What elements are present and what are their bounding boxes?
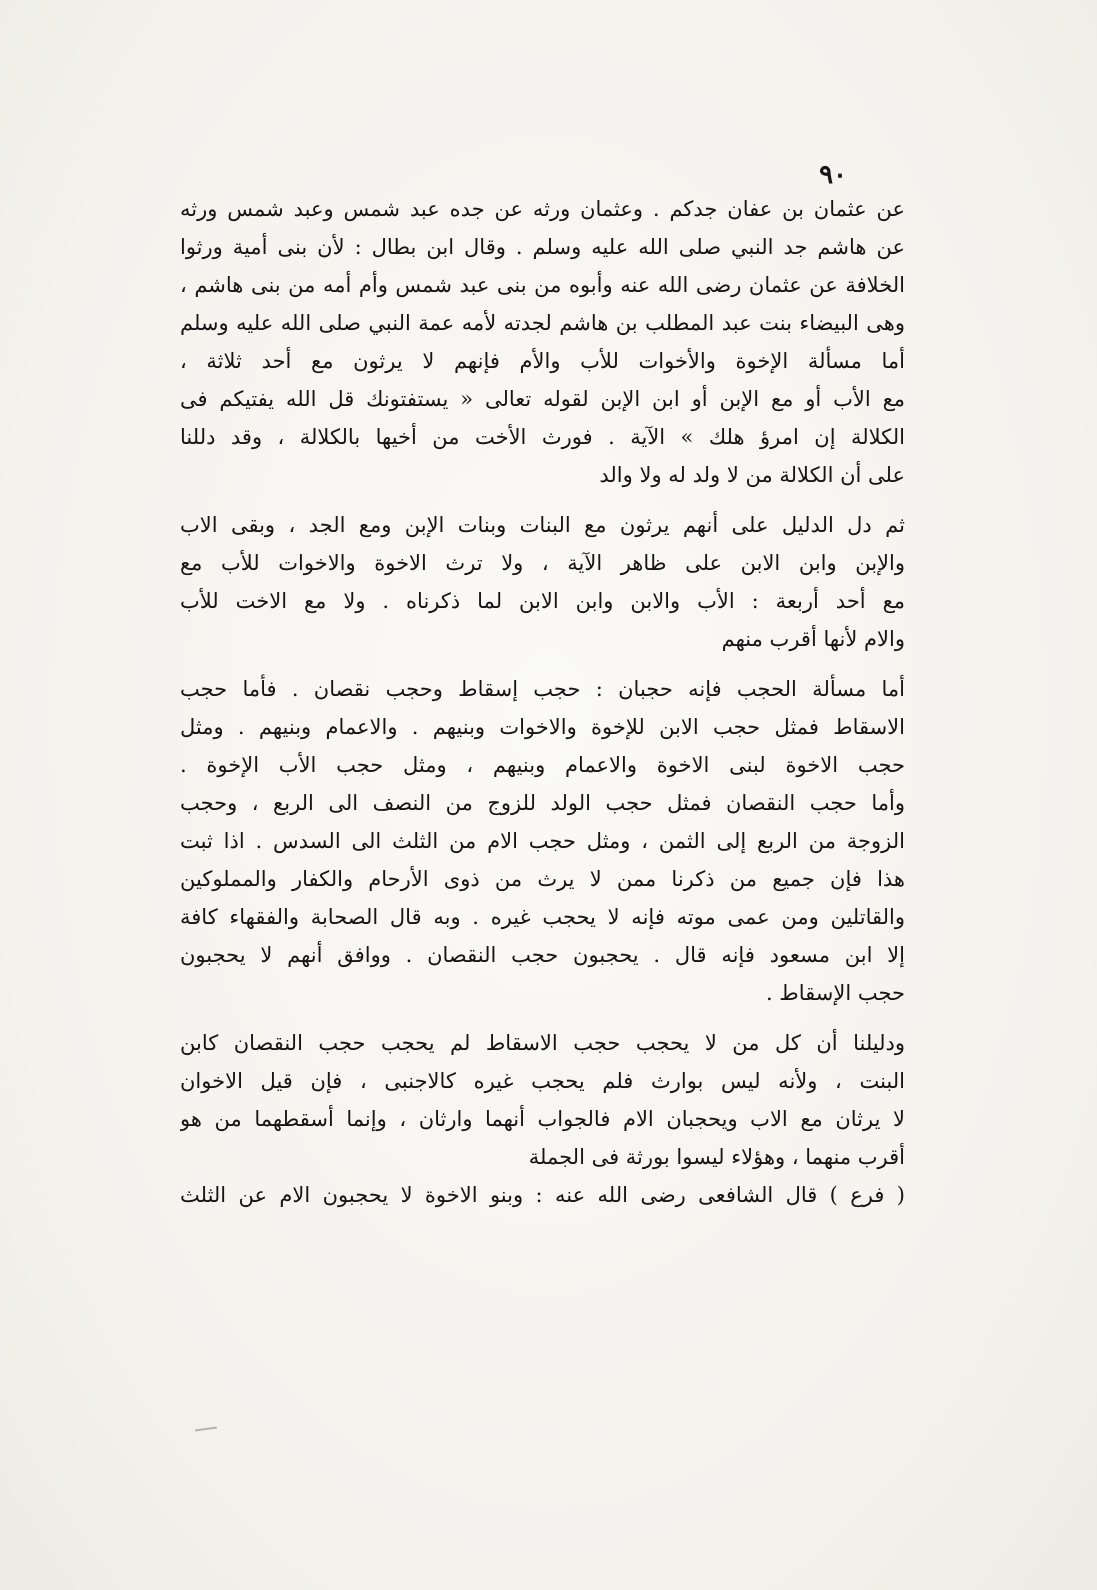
text-line: مع أحد أربعة : الأب والابن وابن الابن لما ذكرناه . ولا مع الاخت للأب — [180, 589, 905, 613]
text-line: حجب الإسقاط . — [765, 981, 905, 1005]
paragraph — [180, 190, 905, 342]
text-line: الاسقاط فمثل حجب الابن للإخوة والاخوات وبنيهم . والاعمام وبنيهم . ومثل — [180, 715, 905, 739]
paragraph — [180, 342, 905, 494]
text-line: ثم دل الدليل على أنهم يرثون مع البنات وبنات الإبن ومع الجد ، وبقى الاب — [180, 513, 905, 537]
text-line: على أن الكلالة من لا ولد له ولا والد — [599, 463, 905, 487]
text-line: أما مسألة الإخوة والأخوات للأب والأم فإنهم لا يرثون مع أحد ثلاثة ، — [180, 349, 905, 373]
paragraph — [180, 1176, 905, 1214]
text-line: ( فرع ) قال الشافعى رضى الله عنه : وبنو الاخوة لا يحجبون الام عن الثلث — [180, 1183, 905, 1207]
paragraph-gap — [180, 658, 905, 670]
text-line: لا يرثان مع الاب ويحجبان الام فالجواب أنهما وارثان ، وإنما أسقطهما من هو — [180, 1107, 905, 1131]
body-text — [180, 190, 905, 1214]
paragraph-gap — [180, 494, 905, 506]
text-line: الكلالة إن امرؤ هلك » الآية . فورث الأخت من أخيها بالكلالة ، وقد دللنا — [180, 425, 905, 449]
text-line: وهى البيضاء بنت عبد المطلب بن هاشم لجدته لأمه عمة النبي صلى الله عليه وسلم — [180, 311, 905, 335]
text-line: أما مسألة الحجب فإنه حجبان : حجب إسقاط وحجب نقصان . فأما حجب — [180, 677, 905, 701]
scan-mark — [195, 1426, 217, 1431]
text-line: والام لأنها أقرب منهم — [721, 627, 905, 651]
text-line: إلا ابن مسعود فإنه قال . يحجبون حجب النقصان . ووافق أنهم لا يحجبون — [180, 943, 905, 967]
text-line: عن عثمان بن عفان جدكم . وعثمان ورثه عن جده عبد شمس وعبد شمس ورثه — [180, 197, 905, 221]
text-line: حجب الاخوة لبنى الاخوة والاعمام وبنيهم ، ومثل حجب الأب الإخوة . — [180, 753, 905, 777]
text-line: ودليلنا أن كل من لا يحجب حجب الاسقاط لم يحجب حجب النقصان كابن — [180, 1031, 905, 1055]
text-line: البنت ، ولأنه ليس بوارث فلم يحجب غيره كالاجنبى ، فإن قيل الاخوان — [180, 1069, 905, 1093]
text-line: والإبن وابن الابن على ظاهر الآية ، ولا ترث الاخوة والاخوات للأب مع — [180, 551, 905, 575]
text-line: والقاتلين ومن عمى موته فإنه لا يحجب غيره . وبه قال الصحابة والفقهاء كافة — [180, 905, 905, 929]
paragraph — [180, 670, 905, 1012]
paragraph — [180, 1024, 905, 1176]
paragraph — [180, 506, 905, 658]
text-line: الخلافة عن عثمان رضى الله عنه وأبوه من بنى عبد شمس وأم أمه من بنى هاشم ، — [180, 273, 905, 297]
paragraph-gap — [180, 1012, 905, 1024]
text-line: هذا فإن جميع من ذكرنا ممن لا يرث من ذوى الأرحام والكفار والمملوكين — [180, 867, 905, 891]
text-line: مع الأب أو مع الإبن أو ابن الإبن لقوله تعالى « يستفتونك قل الله يفتيكم فى — [180, 387, 905, 411]
text-line: عن هاشم جد النبي صلى الله عليه وسلم . وقال ابن بطال : لأن بنى أمية ورثوا — [180, 235, 905, 259]
text-line: الزوجة من الربع إلى الثمن ، ومثل حجب الام من الثلث الى السدس . اذا ثبت — [180, 829, 905, 853]
page-number: ٩٠ — [819, 160, 847, 190]
text-line: وأما حجب النقصان فمثل حجب الولد للزوج من النصف الى الربع ، وحجب — [180, 791, 905, 815]
text-line: أقرب منهما ، وهؤلاء ليسوا بورثة فى الجملة — [528, 1145, 905, 1169]
